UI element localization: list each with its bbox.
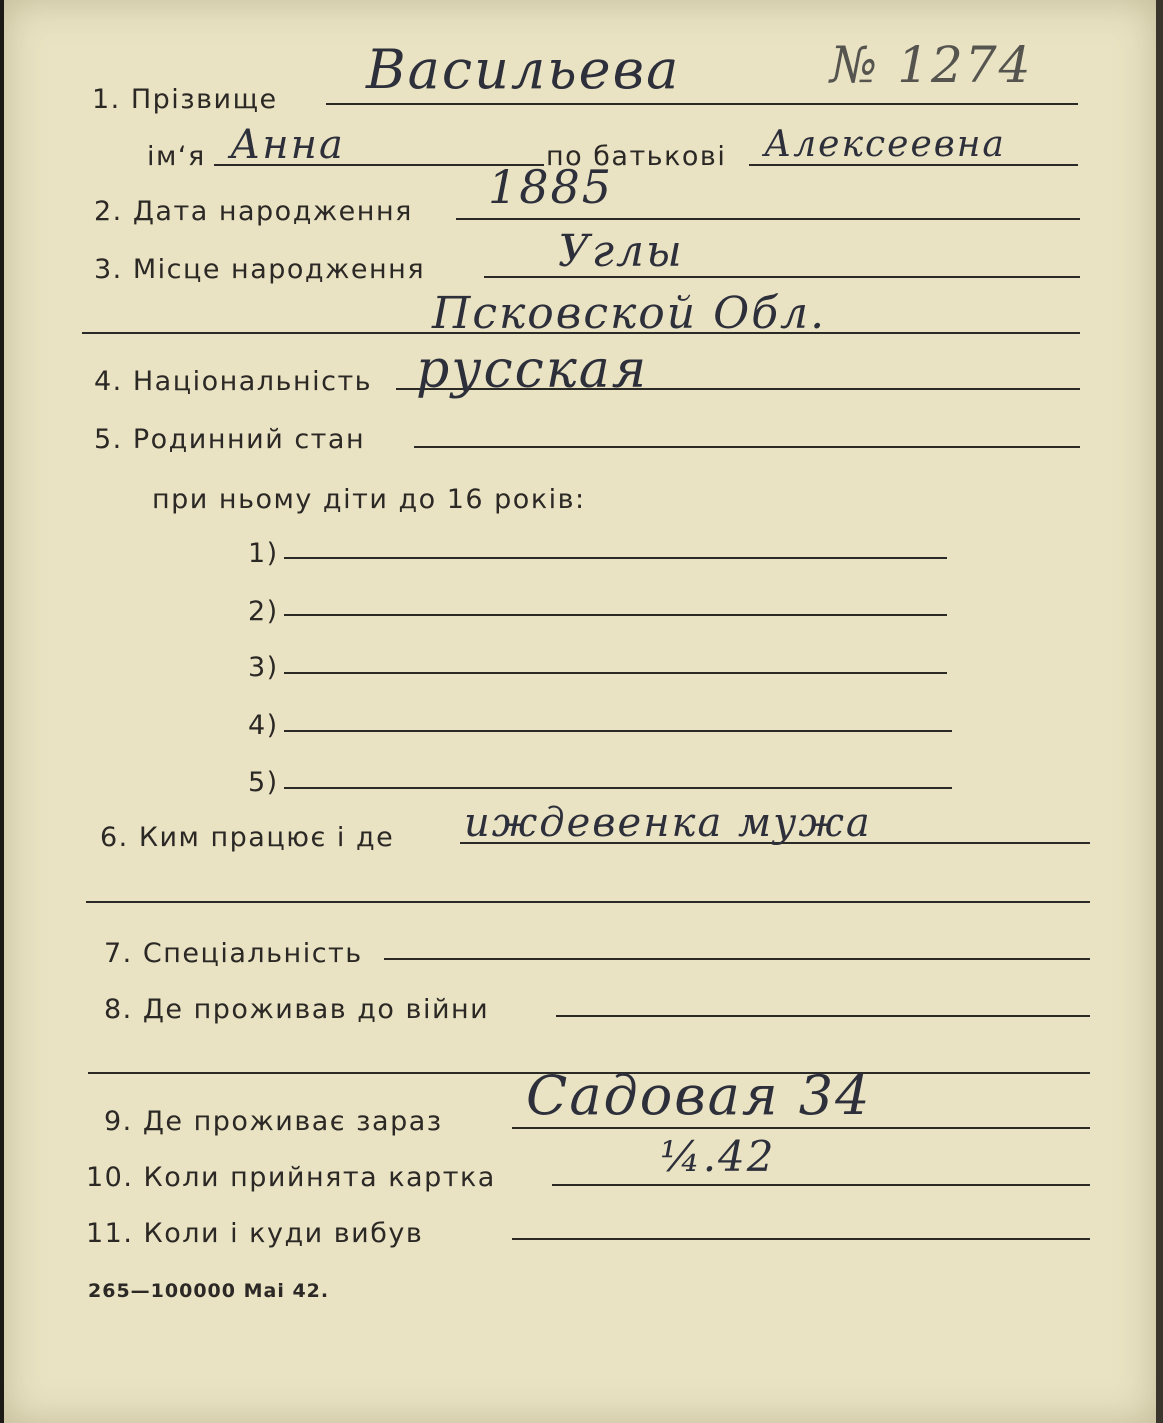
- hw-card-number: № 1274: [830, 36, 1033, 94]
- child-5-line: [284, 787, 952, 789]
- line-marital-status: [414, 446, 1080, 448]
- registration-card: [4, 0, 1156, 1423]
- label-birthplace: 3. Місце народження: [94, 254, 426, 285]
- line-specialty: [384, 958, 1090, 960]
- card-edge: [1156, 0, 1163, 1423]
- hw-patronymic: Алексеевна: [764, 124, 1006, 165]
- child-4-line: [284, 730, 952, 732]
- label-patronymic: по батькові: [546, 141, 727, 172]
- label-marital-status: 5. Родинний стан: [94, 424, 366, 455]
- label-nationality: 4. Національність: [94, 366, 373, 397]
- label-specialty: 7. Спеціальність: [104, 938, 363, 969]
- hw-birth-year: 1885: [488, 160, 614, 214]
- child-2-label: 2): [248, 596, 279, 627]
- child-1-line: [284, 557, 947, 559]
- hw-surname: Васильева: [366, 38, 681, 101]
- child-4-label: 4): [248, 710, 279, 741]
- line-surname: [326, 103, 1078, 105]
- hw-nationality: русская: [416, 340, 649, 400]
- hw-card-date: ¼.42: [660, 1132, 776, 1181]
- label-birth-date: 2. Дата народження: [94, 196, 413, 227]
- line-birth-date: [456, 218, 1080, 220]
- hw-occupation: иждевенка мужа: [464, 800, 872, 846]
- label-card-accepted: 10. Коли прийнята картка: [86, 1162, 496, 1193]
- line-occupation-2: [86, 901, 1090, 903]
- line-prewar-residence: [556, 1015, 1090, 1017]
- hw-current-residence: Садовая 34: [526, 1064, 872, 1127]
- hw-first-name: Анна: [230, 122, 345, 168]
- child-3-line: [284, 672, 947, 674]
- line-current-residence: [512, 1127, 1090, 1129]
- child-3-label: 3): [248, 652, 279, 683]
- label-prewar-residence: 8. Де проживав до війни: [104, 994, 490, 1025]
- line-departed: [512, 1238, 1090, 1240]
- label-surname: 1. Прізвище: [92, 84, 278, 115]
- label-children: при ньому діти до 16 років:: [152, 484, 586, 515]
- label-first-name: ім‘я: [147, 141, 206, 172]
- hw-birthplace-2: Псковской Обл.: [432, 288, 827, 339]
- child-2-line: [284, 614, 947, 616]
- label-current-residence: 9. Де проживає зараз: [104, 1106, 443, 1137]
- label-occupation: 6. Ким працює і де: [100, 822, 395, 853]
- print-code: 265—100000 Mai 42.: [88, 1280, 330, 1302]
- line-card-accepted: [552, 1184, 1090, 1186]
- hw-birthplace-1: Углы: [558, 226, 684, 277]
- child-1-label: 1): [248, 538, 279, 569]
- label-departed: 11. Коли і куди вибув: [86, 1218, 424, 1249]
- child-5-label: 5): [248, 767, 279, 798]
